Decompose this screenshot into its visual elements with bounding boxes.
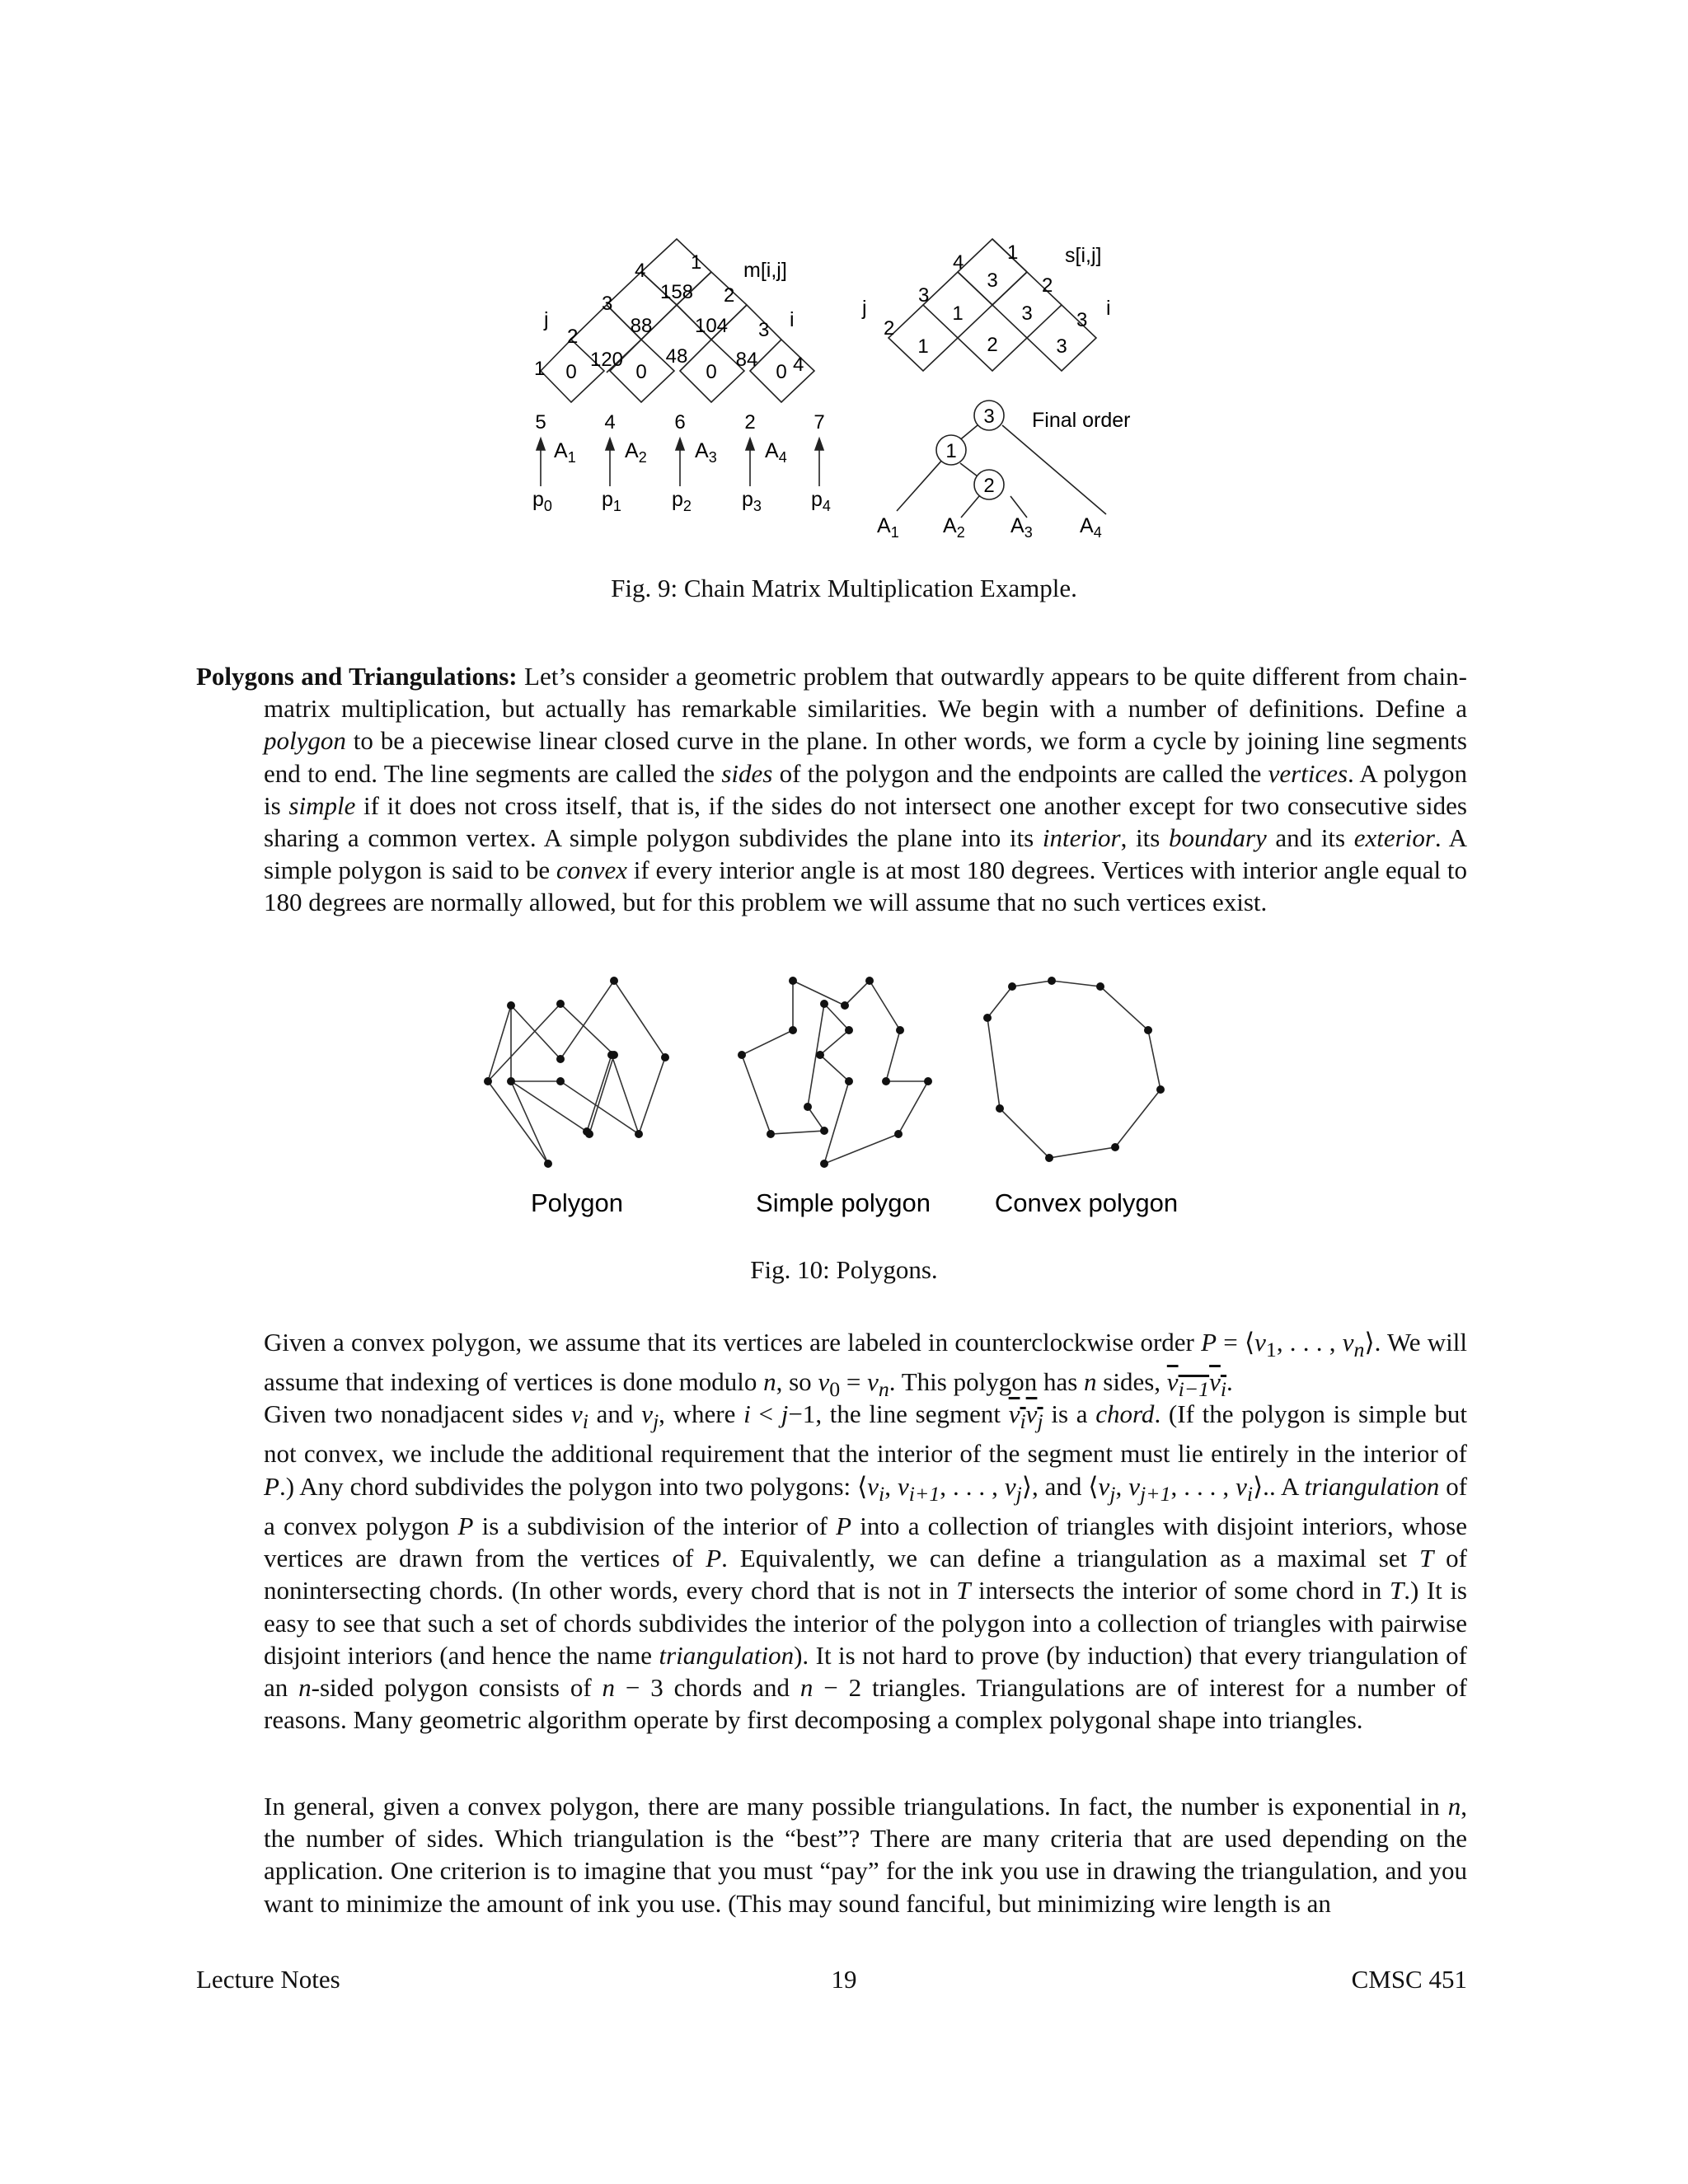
m-cell: 84 [735, 349, 758, 371]
matrix-label: $A_3$ [695, 439, 717, 466]
tree-leaf: $A_3$ [1010, 514, 1033, 541]
s-cell: 3 [1021, 302, 1033, 325]
tree-node: 1 [945, 440, 957, 462]
m-label: m[i,j] [743, 259, 787, 282]
tree-leaf: $A_4$ [1080, 514, 1102, 541]
s-cell: 2 [987, 334, 998, 356]
figure-9-caption: Fig. 9: Chain Matrix Multiplication Example. [611, 574, 1077, 602]
m-cell: 158 [659, 281, 694, 303]
m-cell: 48 [665, 345, 688, 368]
p-label: $p_0$ [532, 488, 552, 514]
m-i-label: i [790, 308, 795, 331]
paragraph-best-triangulation: In general, given a convex polygon, there are many possible triangulations. In fact, the number is exponential in n, the number of sides. Which triangulation is the “best”? There are many criteria that are used depending on the application. One criterion is to imagine that you must “pay” for the ink you use in drawing the triangulation, and you want to minimize the amount of ink you use. (This may sound fanciful, but minimizing wire length is an [264, 1792, 1467, 1918]
footer-page-number: 19 [831, 1965, 857, 1994]
matrix-label: $A_4$ [765, 439, 787, 466]
paragraph-chords: Given two nonadjacent sides $v_i$ and $v_j$, where i < j−1, the line segment $v_iv_j$ is a chord. (If the polygon is simple but not convex, we include the additional requirement that the interior of the segment must lie entirely in the interior of P.) Any chord subdivides the polygon into two polygons: $⟨v_i$, $v_{i+1}$, . . . , $v_j⟩$, and $⟨v_j$, $v_{j+1}$, . . . , $v_i⟩$.. A triangulation of a convex polygon P is a subdivision of the interior of P into a collection of triangles with disjoint interiors, whose vertices are drawn from the vertices of P. Equivalently, we can define a triangulation as a maximal set T of nonintersecting chords. (In other words, every chord that is not in T intersects the interior of some chord in T.) It is easy to see that such a set of chords subdivides the interior of the polygon into a collection of triangles with pairwise disjoint interiors (and hence the name triangulation). It is not hard to prove (by induction) that every triangulation of an n-sided polygon consists of n − 3 chords and n − 2 triangles. Triangulations are of interest for a number of reasons. Many geometric algorithm operate by first decomposing a complex polygonal shape into triangles. [264, 1399, 1468, 1735]
m-diag-left-2: 2 [567, 326, 579, 348]
s-diag-right-2: 2 [1042, 274, 1053, 297]
footer-left: Lecture Notes [196, 1965, 340, 1994]
matrix-label: $A_2$ [625, 439, 647, 466]
section-heading: Polygons and Triangulations: [196, 662, 518, 691]
tree-leaf: $A_1$ [877, 514, 899, 541]
footer-right: CMSC 451 [1351, 1965, 1467, 1994]
p-value: 6 [674, 411, 686, 434]
m-diag-left-3: 3 [602, 293, 613, 315]
figure-10-caption: Fig. 10: Polygons. [750, 1255, 938, 1284]
s-diag-left-3: 3 [918, 284, 930, 307]
p-label: $p_2$ [672, 488, 692, 514]
s-cell: 3 [1056, 335, 1067, 358]
m-diag-right-4: 4 [793, 354, 804, 376]
final-order-label: Final order [1032, 409, 1131, 432]
s-label: s[i,j] [1065, 244, 1102, 267]
m-j-label: j [544, 308, 549, 331]
s-diag-left-4: 4 [953, 251, 964, 274]
paragraph-convex-labeling: Given a convex polygon, we assume that its vertices are labeled in counterclockwise order $P = ⟨v_1$, . . . , $v_n⟩$. We will assume that indexing of vertices is done modulo n, so $v_0 = v_n$. This polygon has n sides, $v_{i-1}v_i$. [264, 1328, 1468, 1402]
m-diag-right-2: 2 [724, 284, 735, 307]
m-cell: 0 [776, 361, 787, 383]
m-diag-right-3: 3 [758, 319, 770, 341]
s-cell: 1 [917, 335, 929, 358]
figure-9 [0, 231, 1688, 560]
p-value: 2 [744, 411, 756, 434]
s-cell: 3 [987, 269, 998, 292]
p-value: 5 [535, 411, 546, 434]
s-diag-left-2: 2 [884, 317, 895, 340]
p-label: $p_3$ [742, 488, 762, 514]
label-convex-polygon: Convex polygon [994, 1188, 1179, 1217]
section-polygons: Polygons and Triangulations: Let’s consider a geometric problem that outwardly appears to be quite different from chain-matrix multiplication, but actually has remarkable similarities. We begin with a number of definitions. Define a polygon to be a piecewise linear closed curve in the plane. In other words, we form a cycle by joining line segments end to end. The line segments are called the sides of the polygon and the endpoints are called the vertices. A polygon is simple if it does not cross itself, that is, if the sides do not intersect one another except for two consecutive sides sharing a common vertex. A simple polygon subdivides the plane into its interior, its boundary and its exterior. A simple polygon is said to be convex if every interior angle is at most 180 degrees. Vertices with interior angle equal to 180 degrees are normally allowed, but for this problem we will assume that no such vertices exist. [196, 662, 1468, 917]
p-value: 4 [604, 411, 616, 434]
matrix-label: $A_1$ [554, 439, 576, 466]
m-diag-left-1: 1 [534, 358, 546, 380]
m-diag-right-1: 1 [691, 251, 702, 274]
tree-node: 2 [983, 475, 995, 497]
tree-leaf: $A_2$ [943, 514, 965, 541]
p-label: $p_4$ [811, 488, 831, 514]
tree-node-root: 3 [983, 405, 995, 428]
s-diag-right-1: 1 [1007, 241, 1019, 264]
m-cell: 88 [630, 315, 653, 337]
convex-polygon-vertices [983, 977, 1165, 1162]
label-polygon: Polygon [530, 1188, 624, 1217]
figure-10 [0, 964, 1688, 1236]
p-label: $p_1$ [602, 488, 621, 514]
m-cell: 0 [635, 361, 647, 383]
p-value: 7 [814, 411, 825, 434]
s-cell: 1 [952, 302, 964, 325]
m-cell: 120 [589, 349, 624, 371]
s-i-label: i [1106, 297, 1111, 320]
m-cell: 0 [565, 361, 577, 383]
label-simple-polygon: Simple polygon [756, 1188, 931, 1217]
convex-polygon-drawing [987, 981, 1160, 1158]
m-cell: 104 [694, 315, 729, 337]
s-j-label: j [862, 297, 867, 320]
s-diag-right-3: 3 [1076, 309, 1088, 331]
m-diag-left-4: 4 [635, 260, 646, 282]
simple-polygon-vertices [738, 977, 932, 1168]
m-cell: 0 [706, 361, 717, 383]
